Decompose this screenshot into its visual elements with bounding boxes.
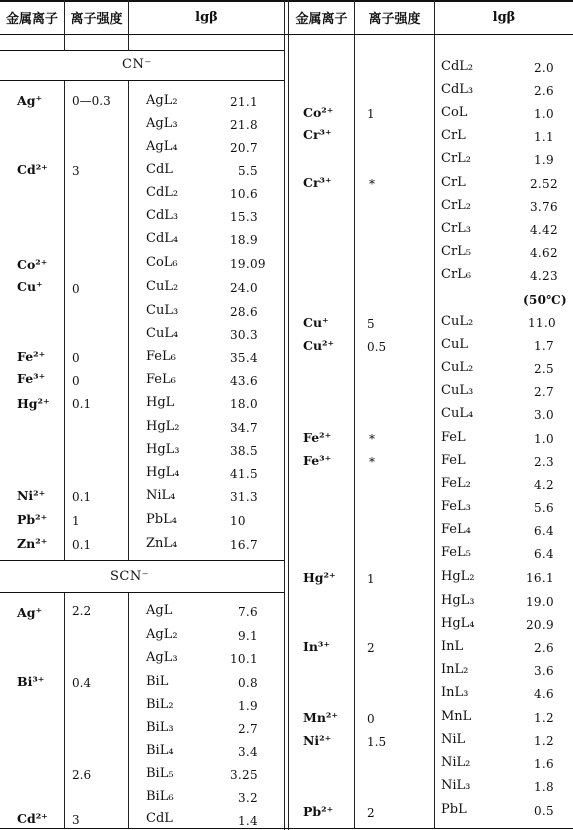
left-value: 1.9 (238, 699, 258, 713)
right-ligand: PbL (441, 802, 467, 817)
right-ligand: HgL₃ (441, 593, 475, 608)
left-ligand: BiL₅ (146, 766, 174, 781)
right-ligand: CuL (441, 337, 468, 352)
left-metal: Fe³⁺ (17, 371, 46, 386)
left-col-divider-2c (128, 593, 129, 828)
right-ligand: HgL₂ (441, 569, 475, 584)
center-divider-b (288, 0, 289, 830)
right-value: 0.5 (534, 804, 554, 818)
right-ligand: HgL₄ (441, 616, 475, 631)
right-value: 5.6 (534, 501, 554, 515)
right-value: 2.6 (534, 84, 554, 98)
right-value: 2.5 (534, 362, 554, 376)
right-ligand: CuL₂ (441, 314, 474, 329)
right-value: 1.0 (534, 107, 554, 121)
left-ionic: 0 (72, 282, 80, 296)
right-ligand: CdL₃ (441, 82, 474, 97)
left-metal: Pb²⁺ (17, 512, 48, 527)
right-value: 3.76 (530, 200, 558, 214)
left-metal: Zn²⁺ (17, 536, 48, 551)
left-col-divider-2b (128, 81, 129, 560)
right-value: 2.52 (530, 177, 558, 191)
right-ligand: FeL₄ (441, 522, 471, 537)
left-ligand: AgL₃ (146, 116, 178, 131)
left-value: 10 (230, 514, 246, 528)
left-col-divider-1b (64, 81, 65, 560)
right-metal: In³⁺ (303, 639, 331, 654)
left-metal: Cd²⁺ (17, 162, 48, 177)
left-ligand: HgL (146, 395, 175, 410)
left-ligand: AgL (146, 603, 173, 618)
left-ligand: CuL₃ (146, 303, 179, 318)
left-ligand: CdL₂ (146, 185, 179, 200)
left-ionic: 2.6 (72, 768, 92, 782)
right-ligand: FeL₅ (441, 545, 471, 560)
left-value: 21.1 (230, 95, 258, 109)
right-ligand: CrL₆ (441, 267, 472, 282)
right-metal: Cr³⁺ (303, 127, 332, 142)
left-value: 28.6 (230, 305, 258, 319)
right-value: 1.8 (534, 780, 554, 794)
left-value: 3.25 (230, 768, 258, 782)
right-value: 1.9 (534, 153, 554, 167)
right-metal: Fe³⁺ (303, 453, 332, 468)
right-value: 1.0 (534, 432, 554, 446)
right-ligand: CrL₃ (441, 221, 472, 236)
left-metal: Bi³⁺ (17, 674, 45, 689)
left-value: 43.6 (230, 374, 258, 388)
right-value: 4.6 (534, 687, 554, 701)
right-ionic: * (369, 455, 375, 469)
right-ligand: CrL₂ (441, 198, 472, 213)
right-ligand: InL (441, 639, 464, 654)
left-ligand: BiL₃ (146, 720, 174, 735)
left-metal: Ag⁺ (17, 605, 43, 620)
left-value: 1.4 (238, 814, 258, 828)
left-value: 0.8 (238, 676, 258, 690)
left-value: 21.8 (230, 118, 258, 132)
left-ligand: CdL (146, 162, 173, 177)
scn-section-rule-top (0, 560, 284, 561)
right-metal: Pb²⁺ (303, 804, 334, 819)
right-ligand: CrL₂ (441, 151, 472, 166)
left-value: 41.5 (230, 467, 258, 481)
right-ionic: 5 (367, 317, 375, 331)
left-metal: Hg²⁺ (17, 396, 50, 411)
right-ionic: 1.5 (367, 735, 387, 749)
right-ligand: CuL₃ (441, 383, 474, 398)
right-ionic: 2 (367, 806, 375, 820)
right-ionic: 1 (367, 107, 375, 121)
right-value: 3.6 (534, 664, 554, 678)
right-metal: Cr³⁺ (303, 175, 332, 190)
left-ligand: FeL₆ (146, 372, 176, 387)
left-ionic: 0 (72, 374, 80, 388)
left-metal: Ag⁺ (17, 93, 43, 108)
scn-section-rule-bottom (0, 592, 284, 593)
right-ionic: * (369, 177, 375, 191)
right-col-divider-1 (354, 0, 355, 828)
header-lgb-left: lgβ (195, 9, 218, 25)
right-ligand: FeL (441, 453, 466, 468)
right-ligand: CuL₄ (441, 406, 474, 421)
left-ionic: 2.2 (72, 604, 92, 618)
section-scn: SCN⁻ (110, 569, 150, 584)
left-ligand: CdL₄ (146, 231, 179, 246)
right-value: 1.6 (534, 757, 554, 771)
left-col-divider-1c (64, 593, 65, 828)
center-divider-a (284, 0, 285, 830)
header-lgb-right: lgβ (492, 9, 516, 25)
right-ligand: FeL₂ (441, 476, 471, 491)
right-ligand: CrL (441, 128, 466, 143)
left-ligand: BiL₄ (146, 743, 174, 758)
header-rule (0, 34, 573, 35)
left-value: 24.0 (230, 281, 258, 295)
right-value: 4.23 (530, 269, 558, 283)
right-metal: Cu²⁺ (303, 338, 335, 353)
left-ionic: 3 (72, 813, 80, 827)
left-ionic: 0 (72, 351, 80, 365)
right-ligand: NiL₂ (441, 755, 471, 770)
left-ligand: BiL₆ (146, 789, 174, 804)
header-ionic-right: 离子强度 (368, 11, 421, 27)
right-value: 4.2 (534, 478, 554, 492)
right-ionic: 2 (367, 641, 375, 655)
right-value: 4.42 (530, 223, 558, 237)
left-ligand: PbL₄ (146, 512, 177, 527)
left-ligand: FeL₆ (146, 349, 176, 364)
left-ionic: 1 (72, 514, 80, 528)
left-ionic: 0.1 (72, 397, 92, 411)
left-ligand: CoL₆ (146, 255, 178, 270)
left-value: 30.3 (230, 328, 258, 342)
left-value: 20.7 (230, 141, 258, 155)
left-ligand: NiL₄ (146, 488, 176, 503)
right-value: 2.0 (534, 61, 554, 75)
right-ligand: CrL (441, 175, 466, 190)
right-value: 1.2 (534, 734, 554, 748)
left-value: 7.6 (238, 605, 258, 619)
left-ligand: CuL₂ (146, 279, 179, 294)
left-ligand: CdL (146, 811, 173, 826)
right-metal: Hg²⁺ (303, 570, 336, 585)
left-value: 38.5 (230, 444, 258, 458)
right-value: 2.7 (534, 385, 554, 399)
left-value: 3.4 (238, 745, 258, 759)
left-value: 5.5 (238, 164, 258, 178)
left-ligand: AgL₃ (146, 650, 178, 665)
right-ligand: CdL₂ (441, 59, 474, 74)
left-ionic: 0.1 (72, 490, 92, 504)
left-ligand: CdL₃ (146, 208, 179, 223)
left-value: 19.09 (230, 257, 266, 271)
left-value: 2.7 (238, 722, 258, 736)
right-ligand: CoL (441, 105, 468, 120)
right-ligand: CrL₅ (441, 244, 472, 259)
left-ligand: AgL₂ (146, 93, 178, 108)
left-ligand: CuL₄ (146, 326, 179, 341)
left-value: 10.6 (230, 187, 258, 201)
right-ionic: 0.5 (367, 340, 387, 354)
right-metal: Ni²⁺ (303, 733, 332, 748)
left-ligand: BiL₂ (146, 697, 174, 712)
left-value: 16.7 (230, 538, 258, 552)
left-metal: Co²⁺ (17, 257, 48, 272)
left-value: 18.9 (230, 233, 258, 247)
left-ligand: BiL (146, 674, 169, 689)
left-metal: Fe²⁺ (17, 349, 46, 364)
left-ligand: AgL₄ (146, 139, 178, 154)
left-ligand: HgL₄ (146, 465, 180, 480)
left-value: 3.2 (238, 791, 258, 805)
right-ligand: FeL (441, 430, 466, 445)
right-ligand: InL₃ (441, 685, 469, 700)
cn-section-rule-top (0, 50, 284, 51)
right-value: 1.2 (534, 711, 554, 725)
bottom-rule (0, 828, 573, 829)
right-value: 4.62 (530, 246, 558, 260)
right-ligand: NiL (441, 732, 466, 747)
left-ligand: HgL₂ (146, 419, 180, 434)
right-ionic: 0 (367, 712, 375, 726)
right-metal: Fe²⁺ (303, 430, 332, 445)
header-metal-right: 金属离子 (295, 11, 348, 27)
right-ionic: * (369, 432, 375, 446)
left-metal: Cu⁺ (17, 279, 43, 294)
right-value: 3.0 (534, 408, 554, 422)
left-metal: Ni²⁺ (17, 488, 46, 503)
right-value: 20.9 (526, 618, 554, 632)
left-value: 10.1 (230, 652, 258, 666)
right-col-divider-2 (434, 0, 435, 828)
right-value: 16.1 (526, 571, 554, 585)
left-ligand: HgL₃ (146, 442, 180, 457)
right-value: 1.1 (534, 130, 554, 144)
right-value-note: (50℃) (523, 293, 567, 307)
left-ligand: AgL₂ (146, 627, 178, 642)
section-cn: CN⁻ (122, 57, 152, 72)
right-value: 6.4 (534, 524, 554, 538)
right-ionic: 1 (367, 572, 375, 586)
right-value: 2.3 (534, 455, 554, 469)
right-value: 1.7 (534, 339, 554, 353)
right-ligand: MnL (441, 709, 472, 724)
left-value: 9.1 (238, 629, 258, 643)
left-value: 35.4 (230, 351, 258, 365)
left-value: 31.3 (230, 490, 258, 504)
left-ionic: 0.1 (72, 538, 92, 552)
right-ligand: FeL₃ (441, 499, 471, 514)
left-ligand: ZnL₄ (146, 536, 178, 551)
left-value: 34.7 (230, 421, 258, 435)
right-ligand: InL₂ (441, 662, 469, 677)
right-value: 2.6 (534, 641, 554, 655)
right-metal: Co²⁺ (303, 105, 334, 120)
left-ionic: 3 (72, 164, 80, 178)
right-metal: Mn²⁺ (303, 710, 338, 725)
header-ionic-left: 离子强度 (70, 11, 123, 27)
right-metal: Cu⁺ (303, 315, 329, 330)
left-ionic: 0—0.3 (72, 94, 111, 108)
cn-section-rule-bottom (0, 80, 284, 81)
right-value: 19.0 (526, 595, 554, 609)
right-value: 6.4 (534, 547, 554, 561)
right-ligand: CuL₂ (441, 360, 474, 375)
left-value: 15.3 (230, 210, 258, 224)
left-metal: Cd²⁺ (17, 811, 48, 826)
right-ligand: NiL₃ (441, 778, 471, 793)
right-value: 11.0 (528, 316, 556, 330)
left-ionic: 0.4 (72, 676, 92, 690)
header-metal-left: 金属离子 (5, 11, 58, 27)
left-value: 18.0 (230, 397, 258, 411)
